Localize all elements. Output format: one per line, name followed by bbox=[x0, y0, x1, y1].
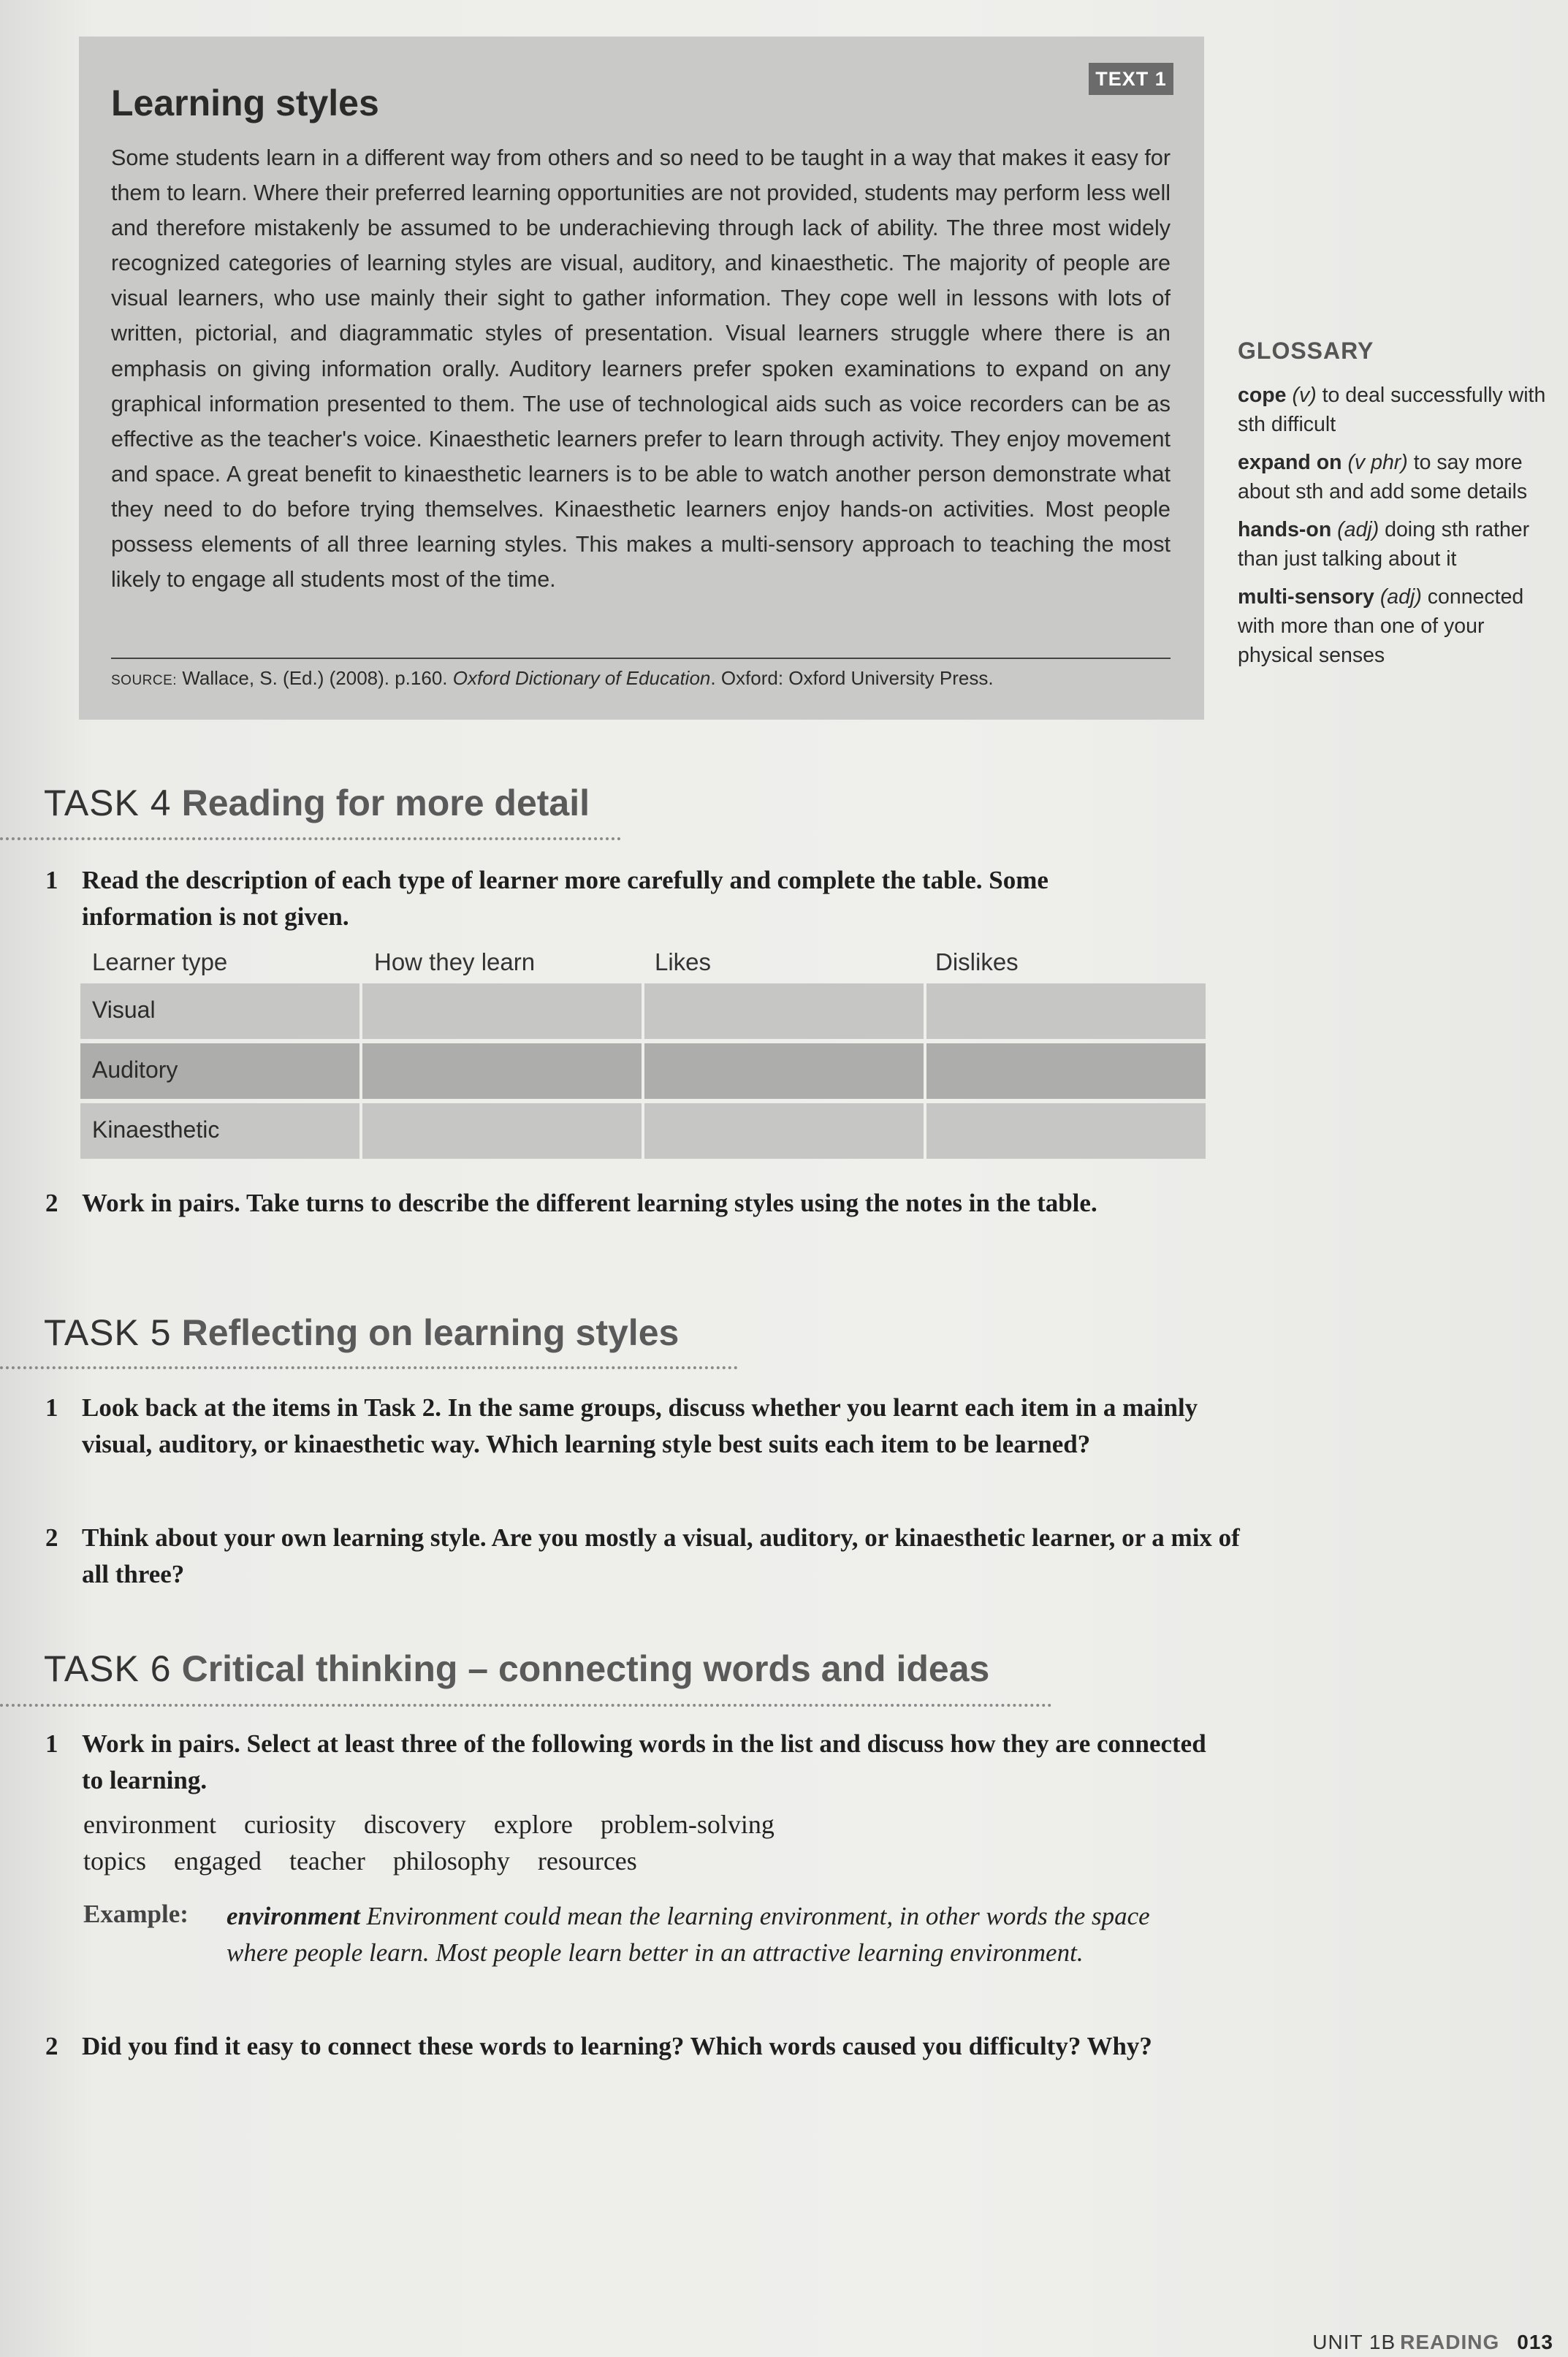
glossary-entry: multi-sensory (adj) connected with more than one of your physical senses bbox=[1238, 585, 1524, 667]
table-cell[interactable] bbox=[644, 983, 924, 1039]
word-list-row-1 bbox=[83, 1809, 802, 1840]
source-divider bbox=[111, 658, 1171, 659]
example-label: Example: bbox=[83, 1900, 189, 1928]
example-text bbox=[227, 1898, 1206, 1971]
text1-label: TEXT 1 bbox=[1089, 63, 1173, 95]
table-cell[interactable] bbox=[362, 1103, 642, 1159]
word: engaged bbox=[174, 1846, 262, 1876]
word: curiosity bbox=[243, 1810, 336, 1839]
table-header-dislikes: Dislikes bbox=[935, 948, 1019, 975]
glossary-entry: cope (v) to deal successfully with sth difficult bbox=[1238, 384, 1546, 436]
table-cell[interactable] bbox=[926, 983, 1206, 1039]
table-cell[interactable] bbox=[926, 1103, 1206, 1159]
word: teacher bbox=[289, 1846, 365, 1876]
footer-unit: UNIT 1B bbox=[1312, 2331, 1396, 2353]
task6-heading: TASK 6 Critical thinking – connecting words and ideas bbox=[44, 1648, 990, 1689]
word-list-row-2 bbox=[83, 1846, 665, 1876]
word: philosophy bbox=[392, 1846, 510, 1876]
glossary bbox=[1238, 338, 1559, 679]
table-cell[interactable] bbox=[644, 1103, 924, 1159]
task5-heading: TASK 5 Reflecting on learning styles bbox=[44, 1312, 680, 1353]
table-row-kinaesthetic: Kinaesthetic bbox=[92, 1116, 220, 1143]
table-row-visual: Visual bbox=[92, 997, 156, 1023]
table-cell[interactable] bbox=[362, 983, 642, 1039]
source-citation: Wallace, S. (Ed.) (2008). p.160. bbox=[182, 667, 453, 689]
word: problem-solving bbox=[600, 1810, 775, 1839]
task5-dotted-rule bbox=[0, 1366, 738, 1369]
glossary-heading: GLOSSARY bbox=[1238, 338, 1374, 364]
table-header-how-they-learn: How they learn bbox=[374, 948, 536, 975]
word: environment bbox=[83, 1810, 216, 1839]
word: explore bbox=[493, 1810, 573, 1839]
task4-item-1: 1 Read the description of each type of learner more carefully and complete the table. Some information is not given. bbox=[45, 866, 1048, 931]
word: resources bbox=[537, 1846, 637, 1876]
page-number: 013 bbox=[1517, 2331, 1553, 2353]
word: discovery bbox=[363, 1810, 466, 1839]
glossary-entry: hands-on (adj) doing sth rather than just talking about it bbox=[1238, 518, 1530, 571]
table-header-learner-type: Learner type bbox=[92, 948, 228, 975]
source-publisher: . Oxford: Oxford University Press. bbox=[710, 667, 994, 689]
task6-item-1: 1 Work in pairs. Select at least three of the following words in the list and discuss how they are connected to learning. bbox=[45, 1729, 1206, 1794]
table-cell[interactable] bbox=[926, 1043, 1206, 1099]
task4-item-2: 2 Work in pairs. Take turns to describe the different learning styles using the notes in the table. bbox=[45, 1189, 1097, 1217]
source-label: SOURCE: bbox=[111, 673, 178, 688]
example-word: environment bbox=[227, 1902, 360, 1930]
table-header-likes: Likes bbox=[655, 948, 712, 975]
text1-source bbox=[111, 663, 994, 696]
glossary-entry: expand on (v phr) to say more about sth and add some details bbox=[1238, 451, 1528, 503]
footer-section: READING bbox=[1400, 2331, 1500, 2353]
text1-body: Some students learn in a different way from others and so need to be taught in a way that makes it easy for them to learn. Where their preferred learning opportunities are not provided, students may perform less well and therefore mistakenly be assumed to be underachieving through lack of ability. The three most widely recognized categories of learning styles are visual, auditory, and kinaesthetic. The majority of people are visual learners, who use mainly their sight to gather information. They cope well in lessons with lots of written, pictorial, and diagrammatic styles of presentation. Visual learners struggle where there is an emphasis on giving information orally. Auditory learners prefer spoken examinations to expand on any graphical information presented to them. The use of technological aids such as voice recorders can be as effective as the teacher's voice. Kinaesthetic learners prefer to learn through activity. They enjoy movement and space. A great benefit to kinaesthetic learners is to be able to watch another person demonstrate what they need to do before trying themselves. Kinaesthetic learners enjoy hands-on activities. Most people possess elements of all three learning styles. This makes a multi-sensory approach to teaching the most likely to engage all students most of the time. bbox=[111, 145, 1171, 593]
table-cell[interactable] bbox=[644, 1043, 924, 1099]
source-book-title: Oxford Dictionary of Education bbox=[452, 667, 711, 689]
task6-item-2: 2 Did you find it easy to connect these words to learning? Which words caused you difficulty? Why? bbox=[45, 2032, 1152, 2060]
example-explanation: Environment could mean the learning environment, in other words the space where people learn. Most people learn better in an attractive learning environment. bbox=[227, 1902, 1150, 1967]
task4-heading: TASK 4 Reading for more detail bbox=[44, 783, 590, 823]
task6-dotted-rule bbox=[0, 1704, 1052, 1707]
task5-item-1: 1 Look back at the items in Task 2. In the same groups, discuss whether you learnt each item in a mainly visual, auditory, or kinaesthetic way. Which learning style best suits each item to be learned? bbox=[45, 1393, 1198, 1458]
page-footer bbox=[1312, 2331, 1553, 2354]
task5-item-2: 2 Think about your own learning style. Are you mostly a visual, auditory, or kinaesthetic learner, or a mix of all three? bbox=[45, 1523, 1240, 1588]
task4-dotted-rule bbox=[0, 837, 621, 840]
word: topics bbox=[83, 1846, 146, 1876]
table-row-auditory: Auditory bbox=[92, 1056, 178, 1083]
text1-title: Learning styles bbox=[111, 83, 379, 123]
table-cell[interactable] bbox=[362, 1043, 642, 1099]
